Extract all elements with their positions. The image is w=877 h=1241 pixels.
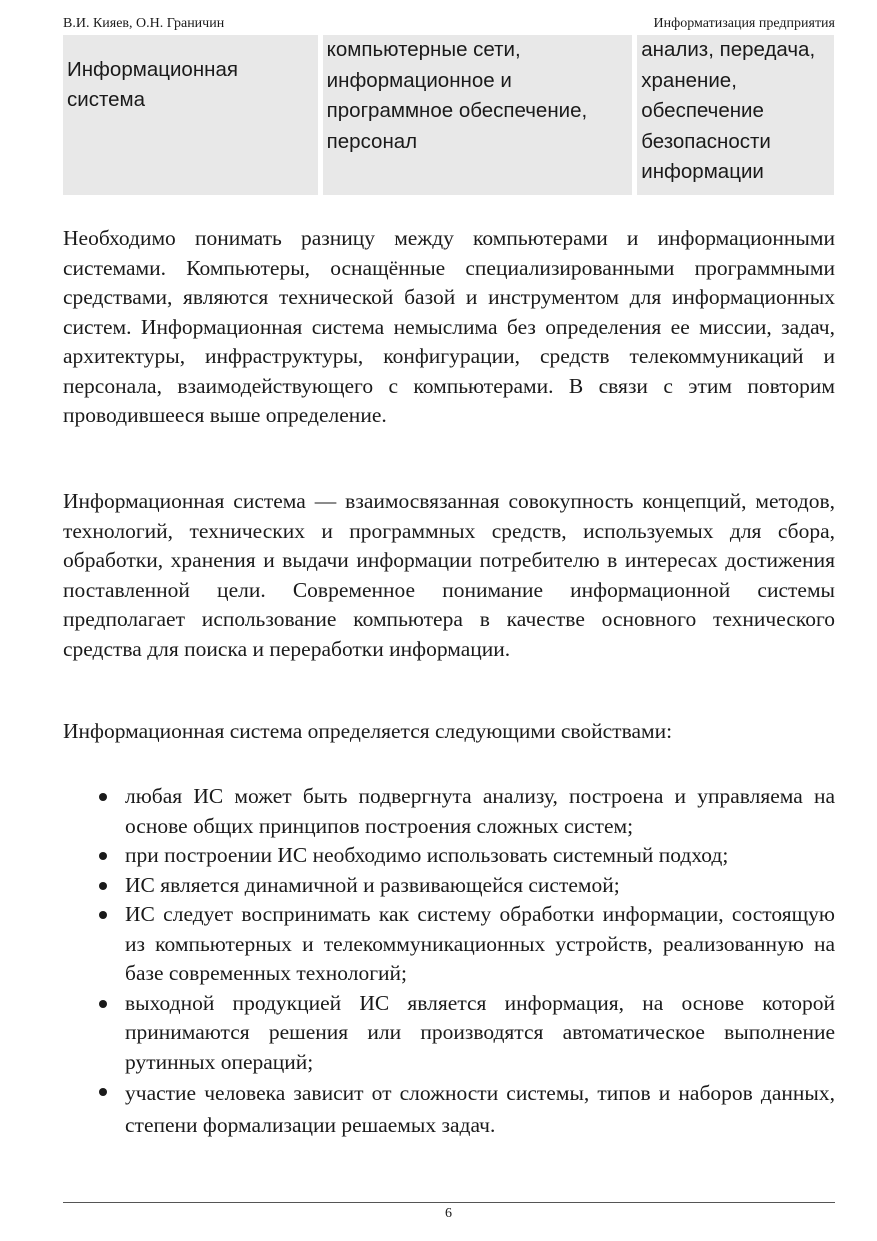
list-item-text: ИС является динамичной и развивающейся системой; bbox=[125, 872, 620, 897]
bullet-icon bbox=[99, 1088, 107, 1096]
table-cell-term: Информационная система bbox=[63, 35, 318, 195]
list-item bbox=[63, 841, 835, 871]
paragraph-is-definition: Информационная система — взаимосвязанная совокупность концепций, методов, технологий, технических и программных средств, используемых для сбора, обработки, хранения и выдачи информации потребителю в интересах достижения поставленной цели. Современное понимание информационной системы предполагает использование компьютера в качестве основного технического средства для поиска и переработки информации. bbox=[63, 489, 835, 661]
list-item bbox=[63, 871, 835, 901]
list-item-text: участие человека зависит от сложности системы, типов и наборов данных, степени формализации решаемых задач. bbox=[125, 1081, 835, 1137]
table-cell-components: компьютерные сети, информационное и программное обеспечение, персонал bbox=[323, 35, 633, 195]
header-authors: В.И. Кияев, О.Н. Граничин bbox=[63, 16, 225, 31]
list-item bbox=[63, 1077, 835, 1141]
bullet-icon bbox=[99, 1000, 107, 1008]
table-row bbox=[63, 35, 834, 195]
list-item-text: любая ИС может быть подвергнута анализу, построена и управляема на основе общих принципов построения сложных систем; bbox=[125, 784, 835, 838]
properties-list bbox=[63, 782, 835, 1141]
bullet-icon bbox=[99, 911, 107, 919]
list-item bbox=[63, 989, 835, 1078]
list-item-text: выходной продукцией ИС является информация, на основе которой принимаются решения или производятся автоматическое выполнение рутинных операций; bbox=[125, 990, 835, 1074]
paragraph-computers-vs-is: Необходимо понимать разницу между компьютерами и информационными системами. Компьютеры, оснащённые специализированными программными средствами, являются технической базой и инструментом для информационных систем. Информационная система немыслима без определения ее миссии, задач, архитектуры, инфраструктуры, конфигурации, средств телекоммуникаций и персонала, взаимодействующего с компьютерами. В связи с этим повторим проводившееся выше определение. bbox=[63, 226, 835, 427]
list-item bbox=[63, 900, 835, 989]
bullet-icon bbox=[99, 852, 107, 860]
bullet-icon bbox=[99, 882, 107, 890]
header-title: Информатизация предприятия bbox=[653, 16, 835, 31]
bullet-icon bbox=[99, 793, 107, 801]
list-item-text: ИС следует воспринимать как систему обработки информации, состоящую из компьютерных и телекоммуникационных устройств, реализованную на базе современных технологий; bbox=[125, 902, 835, 985]
list-item-text: при построении ИС необходимо использовать системный подход; bbox=[125, 843, 729, 867]
table-cell-functions: анализ, передача, хранение, обеспечение безопасности информации bbox=[637, 35, 834, 195]
list-item bbox=[63, 782, 835, 841]
footer-divider bbox=[63, 1202, 835, 1203]
paragraph-properties-intro: Информационная система определяется следующими свойствами: bbox=[63, 719, 673, 743]
running-header bbox=[63, 14, 835, 34]
page-number: 6 bbox=[445, 1206, 452, 1221]
